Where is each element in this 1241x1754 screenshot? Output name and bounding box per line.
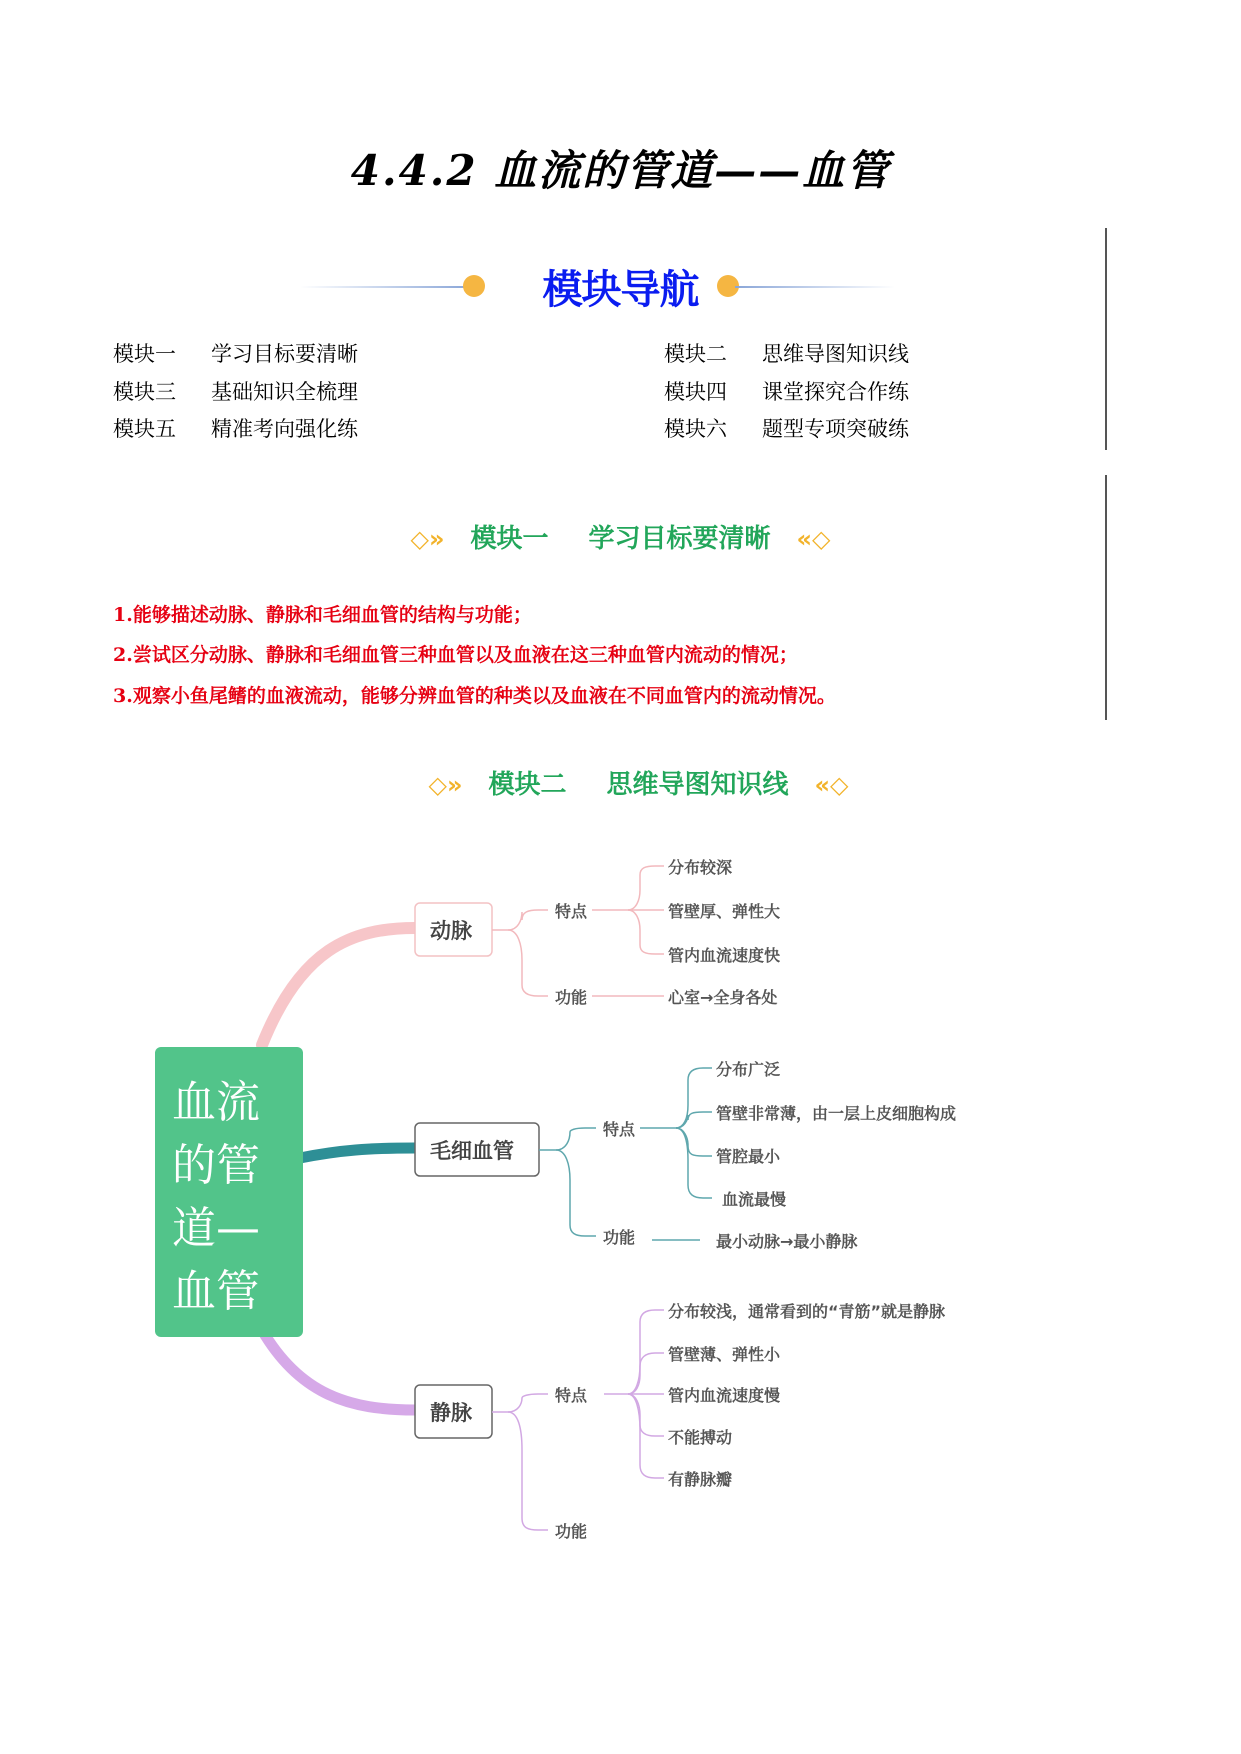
capillary-function: 最小动脉→最小静脉	[716, 1232, 858, 1251]
artery-function-label: 功能	[555, 988, 588, 1007]
capillary-label: 毛细血管	[430, 1139, 514, 1163]
artery-feature-1: 分布较深	[668, 858, 733, 877]
center-line-1: 血流	[172, 1077, 260, 1128]
page-title: 4.4.2 血流的管道——血管	[350, 146, 891, 195]
branch-artery	[262, 928, 415, 1045]
nav-item-5[interactable]: 模块五 精准考向强化练	[113, 417, 358, 441]
section2-heading: ◇» 模块二 思维导图知识线 «◇	[18, 764, 1241, 801]
center-line-2: 的管	[172, 1140, 260, 1191]
ornament-right-icon: «◇	[814, 771, 849, 799]
ornament-left-icon: ◇»	[428, 771, 463, 799]
goal-3: 3.观察小鱼尾鳍的血液流动，能够分辨血管的种类以及血液在不同血管内的流动情况。	[113, 685, 836, 707]
artery-feature-label: 特点	[555, 902, 588, 921]
capillary-function-label: 功能	[603, 1228, 636, 1247]
goal-2: 2.尝试区分动脉、静脉和毛细血管三种血管以及血液在这三种血管内流动的情况；	[113, 644, 798, 666]
branch-vein	[262, 1330, 415, 1410]
nav-heading: 模块导航	[542, 267, 699, 313]
vein-function-label: 功能	[555, 1522, 588, 1541]
center-line-3: 道—	[172, 1203, 260, 1254]
center-line-4: 血管	[172, 1266, 260, 1317]
nav-item-2[interactable]: 模块二 思维导图知识线	[664, 342, 909, 366]
vein-label: 静脉	[430, 1401, 472, 1425]
ornament-right-icon: «◇	[796, 525, 831, 553]
vein-feature-5: 有静脉瓣	[668, 1470, 733, 1489]
artery-function: 心室→全身各处	[668, 988, 778, 1007]
vein-feature-4: 不能搏动	[668, 1428, 733, 1447]
artery-feature-3: 管内血流速度快	[668, 946, 781, 965]
nav-item-4[interactable]: 模块四 课堂探究合作练	[664, 380, 909, 404]
vein-feature-3: 管内血流速度慢	[668, 1386, 781, 1405]
vein-feature-label: 特点	[555, 1386, 588, 1405]
artery-feature-2: 管壁厚、弹性大	[668, 902, 781, 921]
section1-heading: ◇» 模块一 学习目标要清晰 «◇	[0, 518, 1241, 555]
artery-label: 动脉	[430, 919, 472, 943]
capillary-feature-2: 管壁非常薄，由一层上皮细胞构成	[716, 1104, 957, 1123]
ornament-left-icon: ◇»	[410, 525, 445, 553]
vein-feature-2: 管壁薄、弹性小	[668, 1345, 781, 1364]
capillary-feature-4: 血流最慢	[722, 1190, 787, 1209]
nav-item-1[interactable]: 模块一 学习目标要清晰	[113, 342, 358, 366]
branch-capillary	[300, 1148, 415, 1158]
capillary-feature-1: 分布广泛	[716, 1060, 781, 1079]
vein-feature-1: 分布较浅，通常看到的“青筋”就是静脉	[668, 1302, 946, 1321]
nav-item-3[interactable]: 模块三 基础知识全梳理	[113, 380, 358, 404]
nav-item-6[interactable]: 模块六 题型专项突破练	[664, 417, 909, 441]
capillary-feature-3: 管腔最小	[716, 1147, 781, 1166]
goal-1: 1.能够描述动脉、静脉和毛细血管的结构与功能；	[113, 604, 532, 626]
capillary-feature-label: 特点	[603, 1120, 636, 1139]
